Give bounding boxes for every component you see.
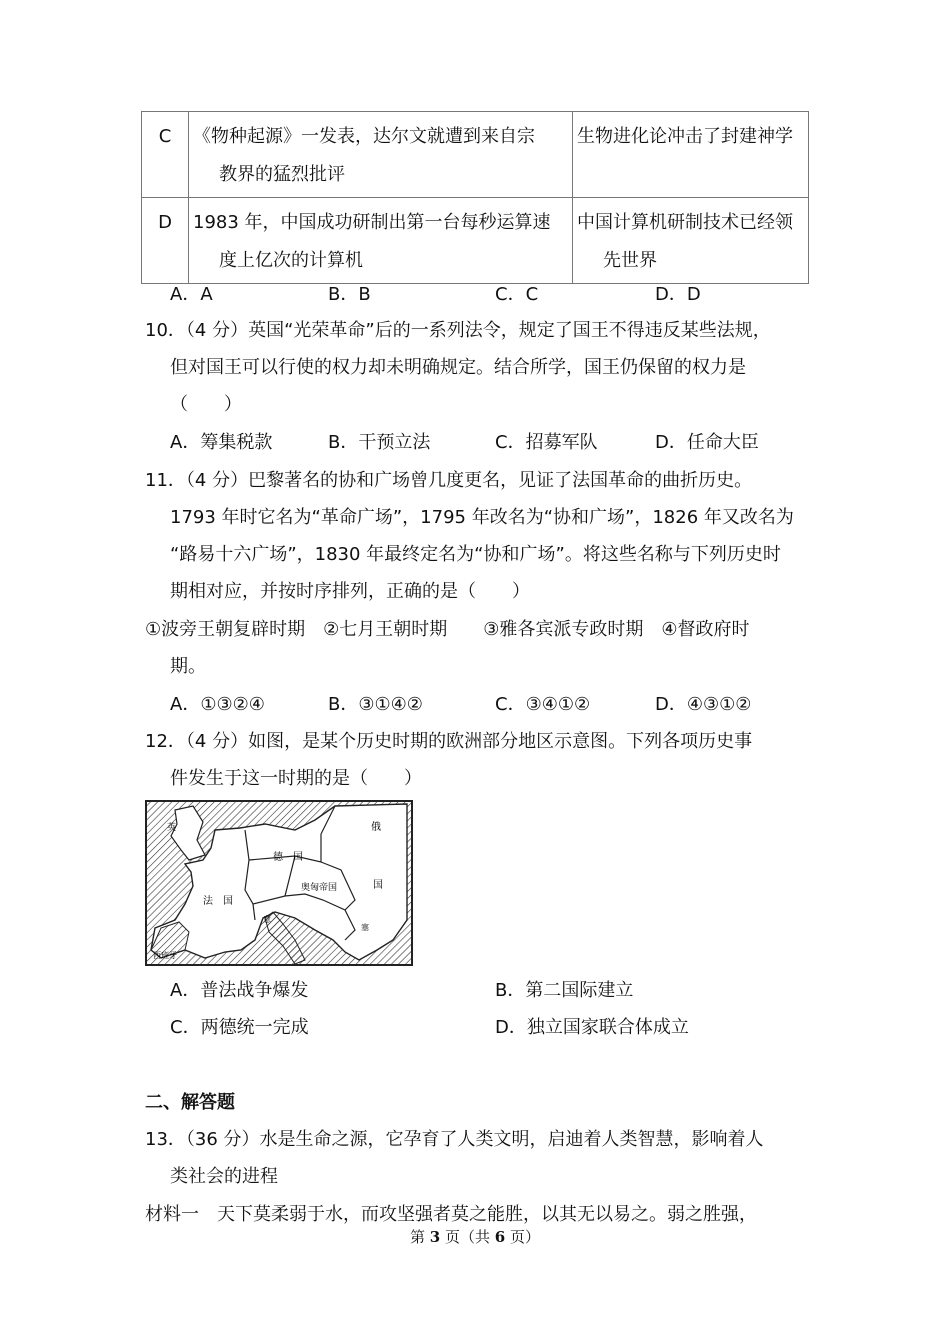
q11-items-line2: 期。 [170,656,206,677]
q10-stem-line3: （ ） [170,394,242,415]
q10-option-a[interactable]: A．筹集税款 [170,432,273,453]
map-label-france: 法 国 [203,896,233,907]
footer-prefix: 第 [410,1228,430,1246]
map-label-austria-hungary: 奥匈帝国 [301,883,338,893]
q11-option-c[interactable]: C．③④①② [495,694,591,715]
footer-suffix: 页） [505,1228,540,1246]
page-footer [0,1226,950,1247]
map-label-italy: 意 [263,915,271,924]
q12-option-d[interactable]: D．独立国家联合体成立 [495,1017,689,1038]
map-label-balkan: 塞 [361,923,369,932]
q12-option-a[interactable]: A．普法战争爆发 [170,980,309,1001]
q11-items-line1: ①波旁王朝复辟时期 ②七月王朝时期 ③雅各宾派专政时期 ④督政府时 [145,619,750,640]
q11-option-b[interactable]: B．③①④② [328,694,423,715]
q11-option-a[interactable]: A．①③②④ [170,694,265,715]
q11-stem-line3: “路易十六广场”，1830 年最终定名为“协和广场”。将这些名称与下列历史时 [170,544,781,565]
row-event [189,112,573,198]
row-comment-line2: 先世界 [603,250,657,271]
q12-stem-line1: 12．（4 分）如图，是某个历史时期的欧洲部分地区示意图。下列各项历史事 [145,731,753,752]
row-event-line1: 《物种起源》一发表，达尔文就遭到来自宗 [193,126,535,147]
row-comment [573,198,809,284]
q12-option-b[interactable]: B．第二国际建立 [495,980,634,1001]
map-label-russia2: 国 [373,880,383,891]
map-label-germany: 德 国 [273,852,303,863]
q13-stem-line1: 13．（36 分）水是生命之源，它孕育了人类文明，启迪着人类智慧，影响着人 [145,1129,764,1150]
section-heading: 二、解答题 [145,1092,235,1113]
q11-option-d[interactable]: D．④③①② [655,694,752,715]
q10-stem-line1: 10．（4 分）英国“光荣革命”后的一系列法令，规定了国王不得违反某些法规， [145,320,771,341]
q12-stem-line2: 件发生于这一时期的是（ ） [170,768,422,789]
q11-stem-line4: 期相对应，并按时序排列，正确的是（ ） [170,581,530,602]
europe-map-figure [145,800,413,966]
q13-material-line1: 材料一 天下莫柔弱于水，而攻坚强者莫之能胜，以其无以易之。弱之胜强， [145,1204,757,1225]
options-table [141,111,809,284]
q9-option-d[interactable]: D．D [655,284,701,305]
row-key: D [142,198,189,284]
footer-page-number: 3 [429,1228,441,1246]
row-key: C [142,112,189,198]
row-comment-line1: 中国计算机研制技术已经领 [577,212,793,233]
row-comment-line1: 生物进化论冲击了封建神学 [577,126,793,147]
q10-stem-line2: 但对国王可以行使的权力却未明确规定。结合所学，国王仍保留的权力是 [170,357,746,378]
row-event-line2: 教界的猛烈批评 [219,164,345,185]
footer-total-pages: 6 [494,1228,506,1246]
map-label-england: 英 [167,823,177,833]
map-label-russia: 俄 [371,822,381,833]
q10-option-d[interactable]: D．任命大臣 [655,432,759,453]
table-row [142,198,809,284]
row-comment [573,112,809,198]
row-event-line1: 1983 年，中国成功研制出第一台每秒运算速 [193,212,551,233]
q10-option-c[interactable]: C．招募军队 [495,432,598,453]
table-row [142,112,809,198]
q13-stem-line2: 类社会的进程 [170,1166,278,1187]
q9-option-c[interactable]: C．C [495,284,539,305]
q11-stem-line1: 11．（4 分）巴黎著名的协和广场曾几度更名，见证了法国革命的曲折历史。 [145,470,753,491]
row-event [189,198,573,284]
q11-stem-line2: 1793 年时它名为“革命广场”，1795 年改名为“协和广场”，1826 年又改名为 [170,507,794,528]
q9-option-b[interactable]: B．B [328,284,371,305]
q10-option-b[interactable]: B．干预立法 [328,432,431,453]
q12-option-c[interactable]: C．两德统一完成 [170,1017,309,1038]
map-label-spain: 西班牙 [153,951,177,960]
q9-option-a[interactable]: A．A [170,284,213,305]
footer-middle: 页（共 [440,1228,495,1246]
row-event-line2: 度上亿次的计算机 [219,250,363,271]
